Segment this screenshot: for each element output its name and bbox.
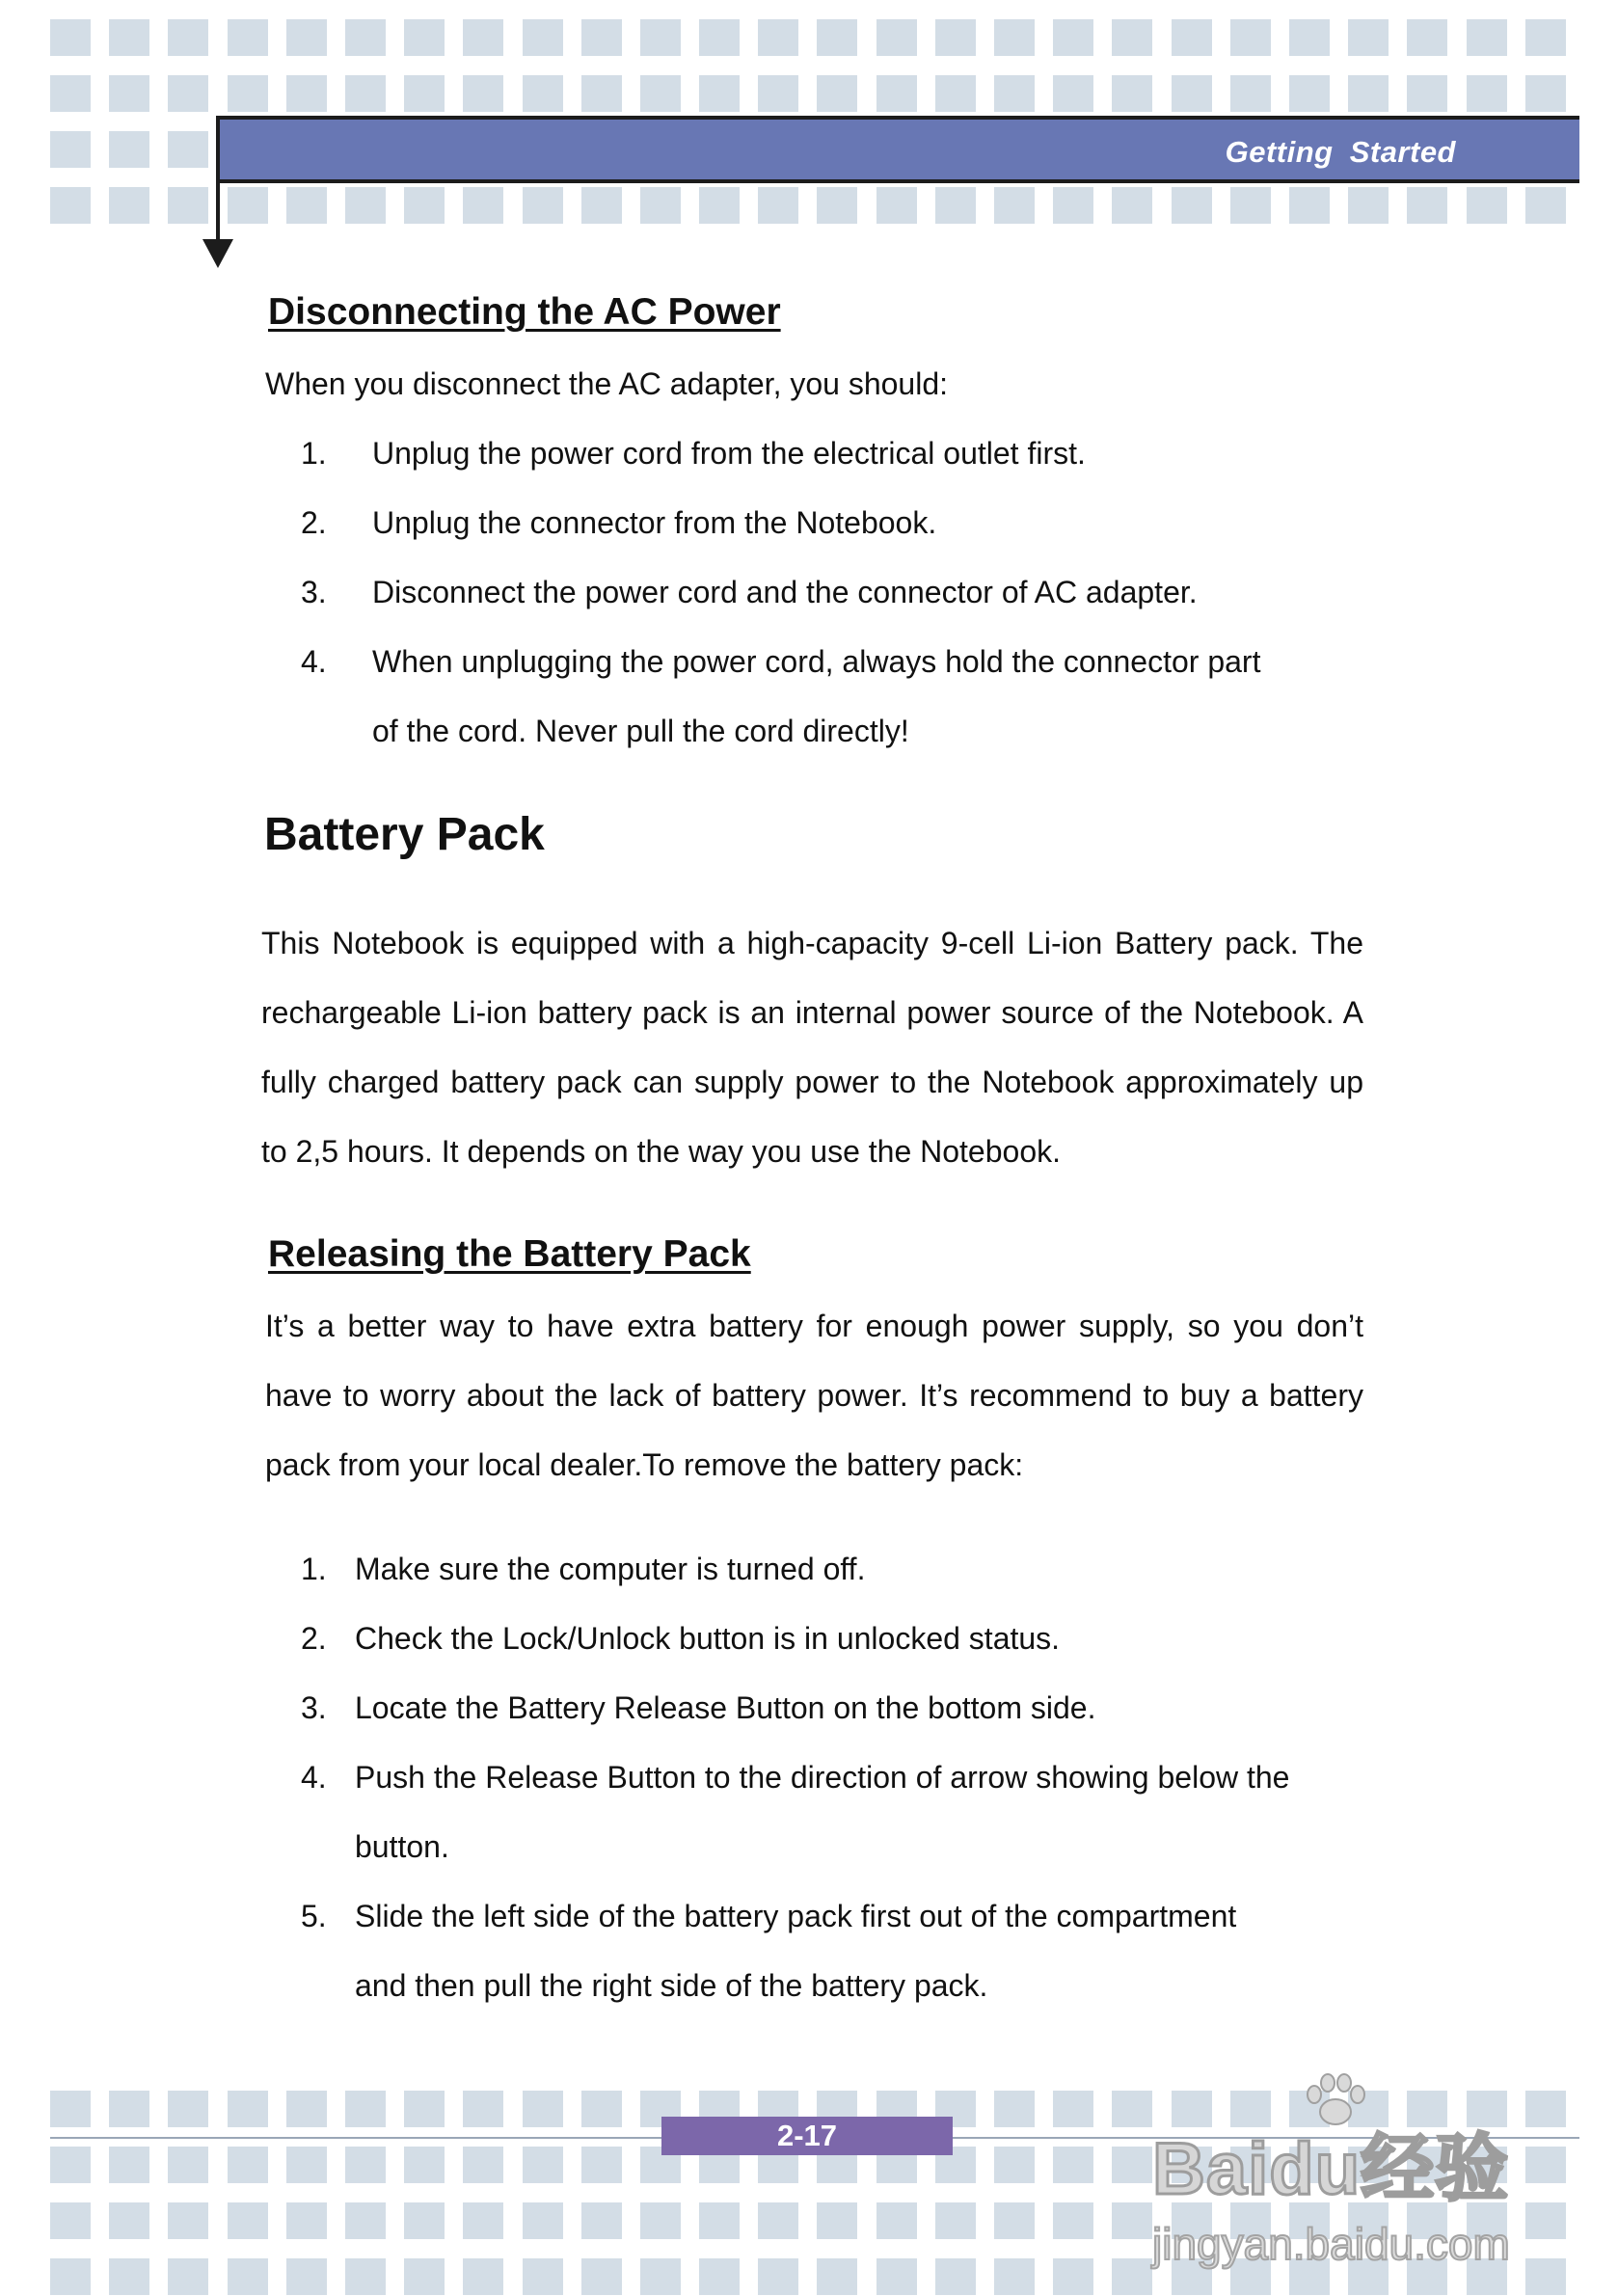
decoration-square: [168, 2147, 208, 2183]
decoration-square: [286, 2202, 327, 2239]
list-item: [301, 488, 1294, 557]
decoration-square: [345, 2202, 386, 2239]
decoration-square: [935, 187, 976, 224]
decoration-square: [109, 2258, 149, 2295]
decoration-square: [876, 75, 917, 112]
decoration-square: [994, 2147, 1035, 2183]
decoration-square: [404, 19, 445, 56]
decoration-square: [1407, 19, 1447, 56]
decoration-square: [640, 19, 681, 56]
decoration-square: [994, 2202, 1035, 2239]
step-text: Make sure the computer is turned off.: [355, 1552, 866, 1586]
decoration-square: [581, 75, 622, 112]
decoration-square: [876, 19, 917, 56]
decoration-square: [1172, 187, 1212, 224]
decoration-square: [817, 19, 857, 56]
decoration-square: [581, 19, 622, 56]
decoration-square: [404, 2091, 445, 2127]
decoration-square: [463, 2091, 503, 2127]
decoration-square: [50, 2258, 91, 2295]
decoration-square: [50, 131, 91, 168]
list-item: [301, 1604, 1294, 1673]
decoration-square: [817, 75, 857, 112]
decoration-square: [228, 2091, 268, 2127]
decoration-square: [1289, 187, 1330, 224]
decoration-square: [581, 187, 622, 224]
decoration-square: [935, 2202, 976, 2239]
decoration-square: [876, 2258, 917, 2295]
decoration-square: [640, 2258, 681, 2295]
decoration-square: [1407, 187, 1447, 224]
step-text: Push the Release Button to the direction of arrow showing below the button.: [355, 1760, 1290, 1864]
decoration-square: [1112, 19, 1152, 56]
decoration-square: [404, 2147, 445, 2183]
step-number: 4.: [301, 1760, 327, 1795]
decoration-square: [935, 19, 976, 56]
decoration-square: [228, 19, 268, 56]
decoration-square: [758, 75, 798, 112]
decoration-square: [286, 2147, 327, 2183]
decoration-square: [1467, 187, 1507, 224]
release-intro: It’s a better way to have extra battery for enough power supply, so you don’t have to worry about the lack of battery power. It’s recommend to buy a battery pack from your local dealer.To remove the battery pack:: [265, 1309, 1363, 1482]
decoration-square: [404, 2258, 445, 2295]
decoration-square: [1112, 2091, 1152, 2127]
list-item: [301, 419, 1294, 488]
decoration-square: [50, 2202, 91, 2239]
down-arrow-icon: [202, 239, 233, 268]
release-heading: Releasing the Battery Pack: [268, 1233, 751, 1275]
step-number: 1.: [301, 436, 327, 471]
decoration-square: [1467, 75, 1507, 112]
step-text: When unplugging the power cord, always hold the connector part of the cord. Never pull the cord directly!: [372, 644, 1261, 748]
decoration-square: [523, 2147, 563, 2183]
step-text: Slide the left side of the battery pack first out of the compartment and then pull the right side of the battery pack.: [355, 1899, 1237, 2003]
decoration-square: [286, 187, 327, 224]
decoration-square: [1525, 187, 1566, 224]
decoration-square: [1112, 2258, 1152, 2295]
decoration-square: [1053, 75, 1093, 112]
decoration-square: [1348, 19, 1389, 56]
decoration-square: [463, 19, 503, 56]
step-number: 4.: [301, 644, 327, 679]
step-number: 2.: [301, 1621, 327, 1656]
decoration-square: [228, 187, 268, 224]
decoration-square: [1348, 75, 1389, 112]
decoration-square: [109, 2147, 149, 2183]
decoration-square: [523, 2258, 563, 2295]
decoration-square: [581, 2202, 622, 2239]
decoration-square: [1172, 19, 1212, 56]
decoration-square: [1407, 75, 1447, 112]
list-item: [301, 1534, 1294, 1604]
decoration-square: [1525, 19, 1566, 56]
decoration-square: [1112, 2147, 1152, 2183]
decoration-square: [1467, 19, 1507, 56]
step-number: 1.: [301, 1552, 327, 1586]
decoration-square: [228, 2258, 268, 2295]
decoration-square: [994, 75, 1035, 112]
decoration-square: [463, 75, 503, 112]
decoration-square: [994, 187, 1035, 224]
decoration-square: [286, 2091, 327, 2127]
disconnect-steps: [301, 419, 1294, 766]
decoration-square: [699, 2258, 740, 2295]
list-item: [301, 1881, 1294, 2020]
decoration-square: [50, 19, 91, 56]
decoration-square: [168, 2091, 208, 2127]
decoration-square: [699, 187, 740, 224]
watermark-url: jingyan.baidu.com: [1152, 2219, 1510, 2269]
decoration-square: [1053, 2258, 1093, 2295]
disconnect-intro: When you disconnect the AC adapter, you should:: [265, 366, 949, 401]
decoration-square: [1112, 75, 1152, 112]
decoration-square: [1289, 19, 1330, 56]
decoration-square: [168, 187, 208, 224]
decoration-square: [1053, 187, 1093, 224]
step-text: Check the Lock/Unlock button is in unlocked status.: [355, 1621, 1061, 1656]
disconnect-heading: Disconnecting the AC Power: [268, 291, 781, 333]
baidu-watermark: [1152, 2073, 1538, 2295]
battery-pack-paragraph: This Notebook is equipped with a high-capacity 9-cell Li-ion Battery pack. The rechargeable Li-ion battery pack is an internal power source of the Notebook. A fully charged battery pack can supply power to the Notebook approximately up to 2,5 hours. It depends on the way you use the Notebook.: [261, 926, 1363, 1169]
decoration-square: [404, 187, 445, 224]
decoration-square: [168, 131, 208, 168]
decoration-square: [1348, 187, 1389, 224]
release-steps: [301, 1534, 1294, 2020]
decoration-square: [1053, 19, 1093, 56]
decoration-square: [345, 187, 386, 224]
decoration-square: [168, 75, 208, 112]
decoration-square: [463, 2147, 503, 2183]
decoration-square: [168, 2258, 208, 2295]
decoration-square: [935, 2258, 976, 2295]
decoration-square: [581, 2091, 622, 2127]
decoration-square: [699, 2202, 740, 2239]
decoration-square: [286, 2258, 327, 2295]
step-text: Locate the Battery Release Button on the bottom side.: [355, 1690, 1096, 1725]
decoration-square: [523, 2202, 563, 2239]
decoration-square: [994, 19, 1035, 56]
decoration-square: [817, 2258, 857, 2295]
decoration-square: [228, 75, 268, 112]
decoration-square: [758, 187, 798, 224]
step-text: Unplug the connector from the Notebook.: [372, 505, 937, 540]
decoration-square: [1112, 2202, 1152, 2239]
page-number: 2-17: [661, 2117, 953, 2155]
decoration-square: [109, 131, 149, 168]
decoration-square: [109, 2091, 149, 2127]
decoration-square: [50, 187, 91, 224]
decoration-square: [109, 75, 149, 112]
decoration-square: [50, 2147, 91, 2183]
decoration-square: [523, 19, 563, 56]
step-text: Unplug the power cord from the electrical outlet first.: [372, 436, 1086, 471]
decoration-square: [50, 2091, 91, 2127]
decoration-square: [1230, 19, 1271, 56]
header-banner: [216, 116, 1579, 183]
decoration-square: [345, 75, 386, 112]
decoration-square: [286, 19, 327, 56]
decoration-square: [581, 2258, 622, 2295]
step-number: 3.: [301, 1690, 327, 1725]
battery-pack-heading: Battery Pack: [264, 809, 545, 860]
decoration-square: [1289, 75, 1330, 112]
decoration-square: [463, 2202, 503, 2239]
decoration-square: [1230, 187, 1271, 224]
decoration-square: [463, 2258, 503, 2295]
decoration-square: [404, 2202, 445, 2239]
decoration-square: [758, 19, 798, 56]
decoration-square: [109, 19, 149, 56]
step-number: 3.: [301, 575, 327, 609]
decoration-square: [345, 2258, 386, 2295]
step-text: Disconnect the power cord and the connector of AC adapter.: [372, 575, 1198, 609]
decoration-square: [50, 75, 91, 112]
decoration-square: [1525, 75, 1566, 112]
decoration-square: [758, 2202, 798, 2239]
decoration-square: [817, 2202, 857, 2239]
list-item: [301, 1673, 1294, 1742]
decoration-square: [994, 2091, 1035, 2127]
decoration-square: [168, 2202, 208, 2239]
decoration-square: [1053, 2147, 1093, 2183]
decoration-square: [699, 19, 740, 56]
decoration-square: [817, 187, 857, 224]
decoration-square: [581, 2147, 622, 2183]
chapter-title: Getting Started: [1225, 135, 1456, 169]
decoration-square: [523, 75, 563, 112]
header-pointer-line: [216, 116, 220, 241]
decoration-square: [345, 19, 386, 56]
step-number: 5.: [301, 1899, 327, 1933]
decoration-square: [286, 75, 327, 112]
decoration-square: [345, 2147, 386, 2183]
list-item: [301, 557, 1294, 627]
decoration-square: [1230, 75, 1271, 112]
decoration-square: [523, 187, 563, 224]
decoration-square: [640, 187, 681, 224]
decoration-square: [1172, 75, 1212, 112]
decoration-square: [699, 75, 740, 112]
decoration-square: [1112, 187, 1152, 224]
decoration-square: [640, 75, 681, 112]
decoration-square: [168, 19, 208, 56]
list-item: [301, 627, 1294, 766]
decoration-square: [640, 2202, 681, 2239]
decoration-square: [228, 2202, 268, 2239]
decoration-square: [1053, 2091, 1093, 2127]
decoration-square: [876, 2202, 917, 2239]
decoration-square: [404, 75, 445, 112]
decoration-square: [109, 187, 149, 224]
decoration-square: [935, 75, 976, 112]
decoration-square: [876, 187, 917, 224]
decoration-square: [758, 2258, 798, 2295]
decoration-square: [109, 2202, 149, 2239]
watermark-logo: Baidu经验: [1152, 2128, 1510, 2210]
decoration-square: [1053, 2202, 1093, 2239]
step-number: 2.: [301, 505, 327, 540]
decoration-square: [523, 2091, 563, 2127]
decoration-square: [463, 187, 503, 224]
decoration-square: [228, 2147, 268, 2183]
decoration-square: [994, 2258, 1035, 2295]
list-item: [301, 1742, 1294, 1881]
decoration-square: [345, 2091, 386, 2127]
